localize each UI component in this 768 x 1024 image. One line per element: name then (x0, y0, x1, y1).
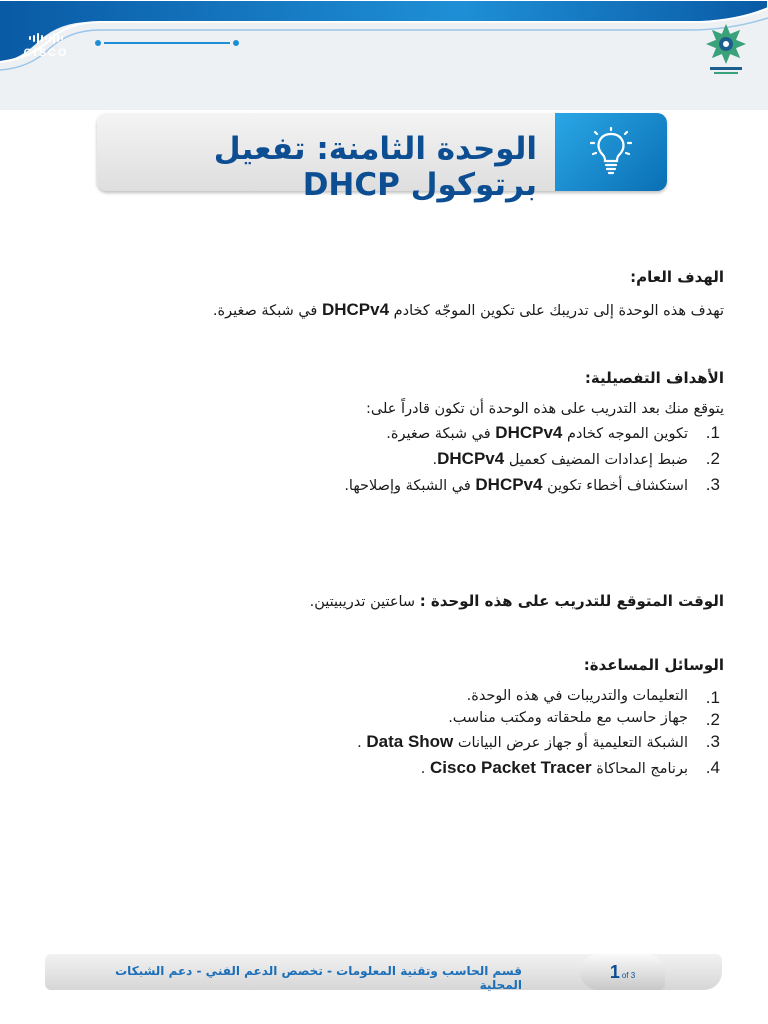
page-footer (45, 954, 722, 990)
list-item-text: تكوين الموجه كخادم (562, 426, 688, 442)
aids-heading: الوسائل المساعدة: (583, 656, 724, 674)
list-item-text: ضبط إعدادات المضيف كعميل (504, 452, 688, 468)
aids-list (40, 688, 724, 778)
list-item-text: استكشاف أخطاء تكوين (542, 478, 688, 494)
cisco-bars-icon (20, 32, 72, 44)
list-item (40, 449, 724, 469)
list-item-text-end: . (432, 452, 438, 468)
list-item-term: DHCPv4 (475, 475, 543, 494)
list-item-number: 1. (705, 423, 720, 442)
list-item (40, 423, 724, 443)
detailed-goals-list (40, 423, 724, 495)
page-number: 1 (609, 961, 620, 982)
general-goal-text (40, 300, 724, 320)
general-goal-text-a: تهدف هذه الوحدة إلى تدريبك على تكوين الموجّه كخادم (389, 303, 724, 319)
title-icon-box (555, 113, 667, 191)
list-item-text: الشبكة التعليمية أو جهاز عرض البيانات (453, 735, 688, 751)
expected-time-section (40, 592, 724, 610)
list-item (40, 732, 724, 752)
list-item-text-end: . (420, 761, 431, 777)
list-item-term: DHCPv4 (495, 423, 563, 442)
list-item (40, 688, 724, 707)
general-goal-term: DHCPv4 (321, 300, 390, 319)
list-item-text-end: . (357, 735, 367, 751)
list-item-text: جهاز حاسب مع ملحقاته ومكتب مناسب. (448, 710, 688, 726)
list-item-number: 1. (705, 688, 720, 707)
list-item-number: 3. (705, 732, 720, 751)
expected-time-line (40, 592, 724, 610)
list-item (40, 475, 724, 495)
list-item-number: 4. (705, 758, 720, 777)
list-item-text: التعليمات والتدريبات في هذه الوحدة. (466, 688, 688, 704)
cisco-logo (20, 32, 72, 62)
general-goal-section (40, 268, 724, 320)
footer-department-text: قسم الحاسب وتقنية المعلومات - تخصص الدعم الفني - دعم الشبكات المحلية (115, 964, 522, 992)
list-item-text-end: في شبكة صغيرة. (386, 426, 496, 442)
expected-time-heading: الوقت المتوقع للتدريب على هذه الوحدة : (419, 592, 724, 610)
list-item (40, 710, 724, 729)
list-item-number: 2. (705, 710, 720, 729)
list-item-term: Data Show (366, 732, 454, 751)
page-total: of 3 (621, 970, 636, 980)
general-goal-text-b: في شبكة صغيرة. (212, 303, 322, 319)
expected-time-value: ساعتين تدريبيتين. (309, 594, 420, 610)
cisco-logo-text: CISCO (23, 47, 69, 59)
list-item (40, 758, 724, 778)
page-number-badge (580, 954, 665, 990)
aids-section (40, 656, 724, 784)
lightbulb-icon (587, 127, 635, 177)
list-item-number: 3. (705, 475, 720, 494)
detailed-goals-section (40, 369, 724, 501)
list-item-text: برنامج المحاكاة (591, 761, 688, 777)
page-title: الوحدة الثامنة: تفعيل برتوكول DHCP (213, 131, 537, 203)
detailed-goals-intro: يتوقع منك بعد التدريب على هذه الوحدة أن تكون قادراً على: (366, 401, 724, 417)
list-item-term: DHCPv4 (437, 449, 505, 468)
list-item-text-end: في الشبكة وإصلاحها. (344, 478, 476, 494)
unit-title-banner (97, 113, 667, 203)
list-item-number: 2. (705, 449, 720, 468)
general-goal-heading: الهدف العام: (630, 268, 724, 286)
detailed-goals-heading: الأهداف التفصيلية: (584, 369, 724, 387)
list-item-term: Cisco Packet Tracer (430, 758, 592, 777)
header-band (0, 0, 768, 110)
institution-emblem-icon (702, 20, 750, 78)
